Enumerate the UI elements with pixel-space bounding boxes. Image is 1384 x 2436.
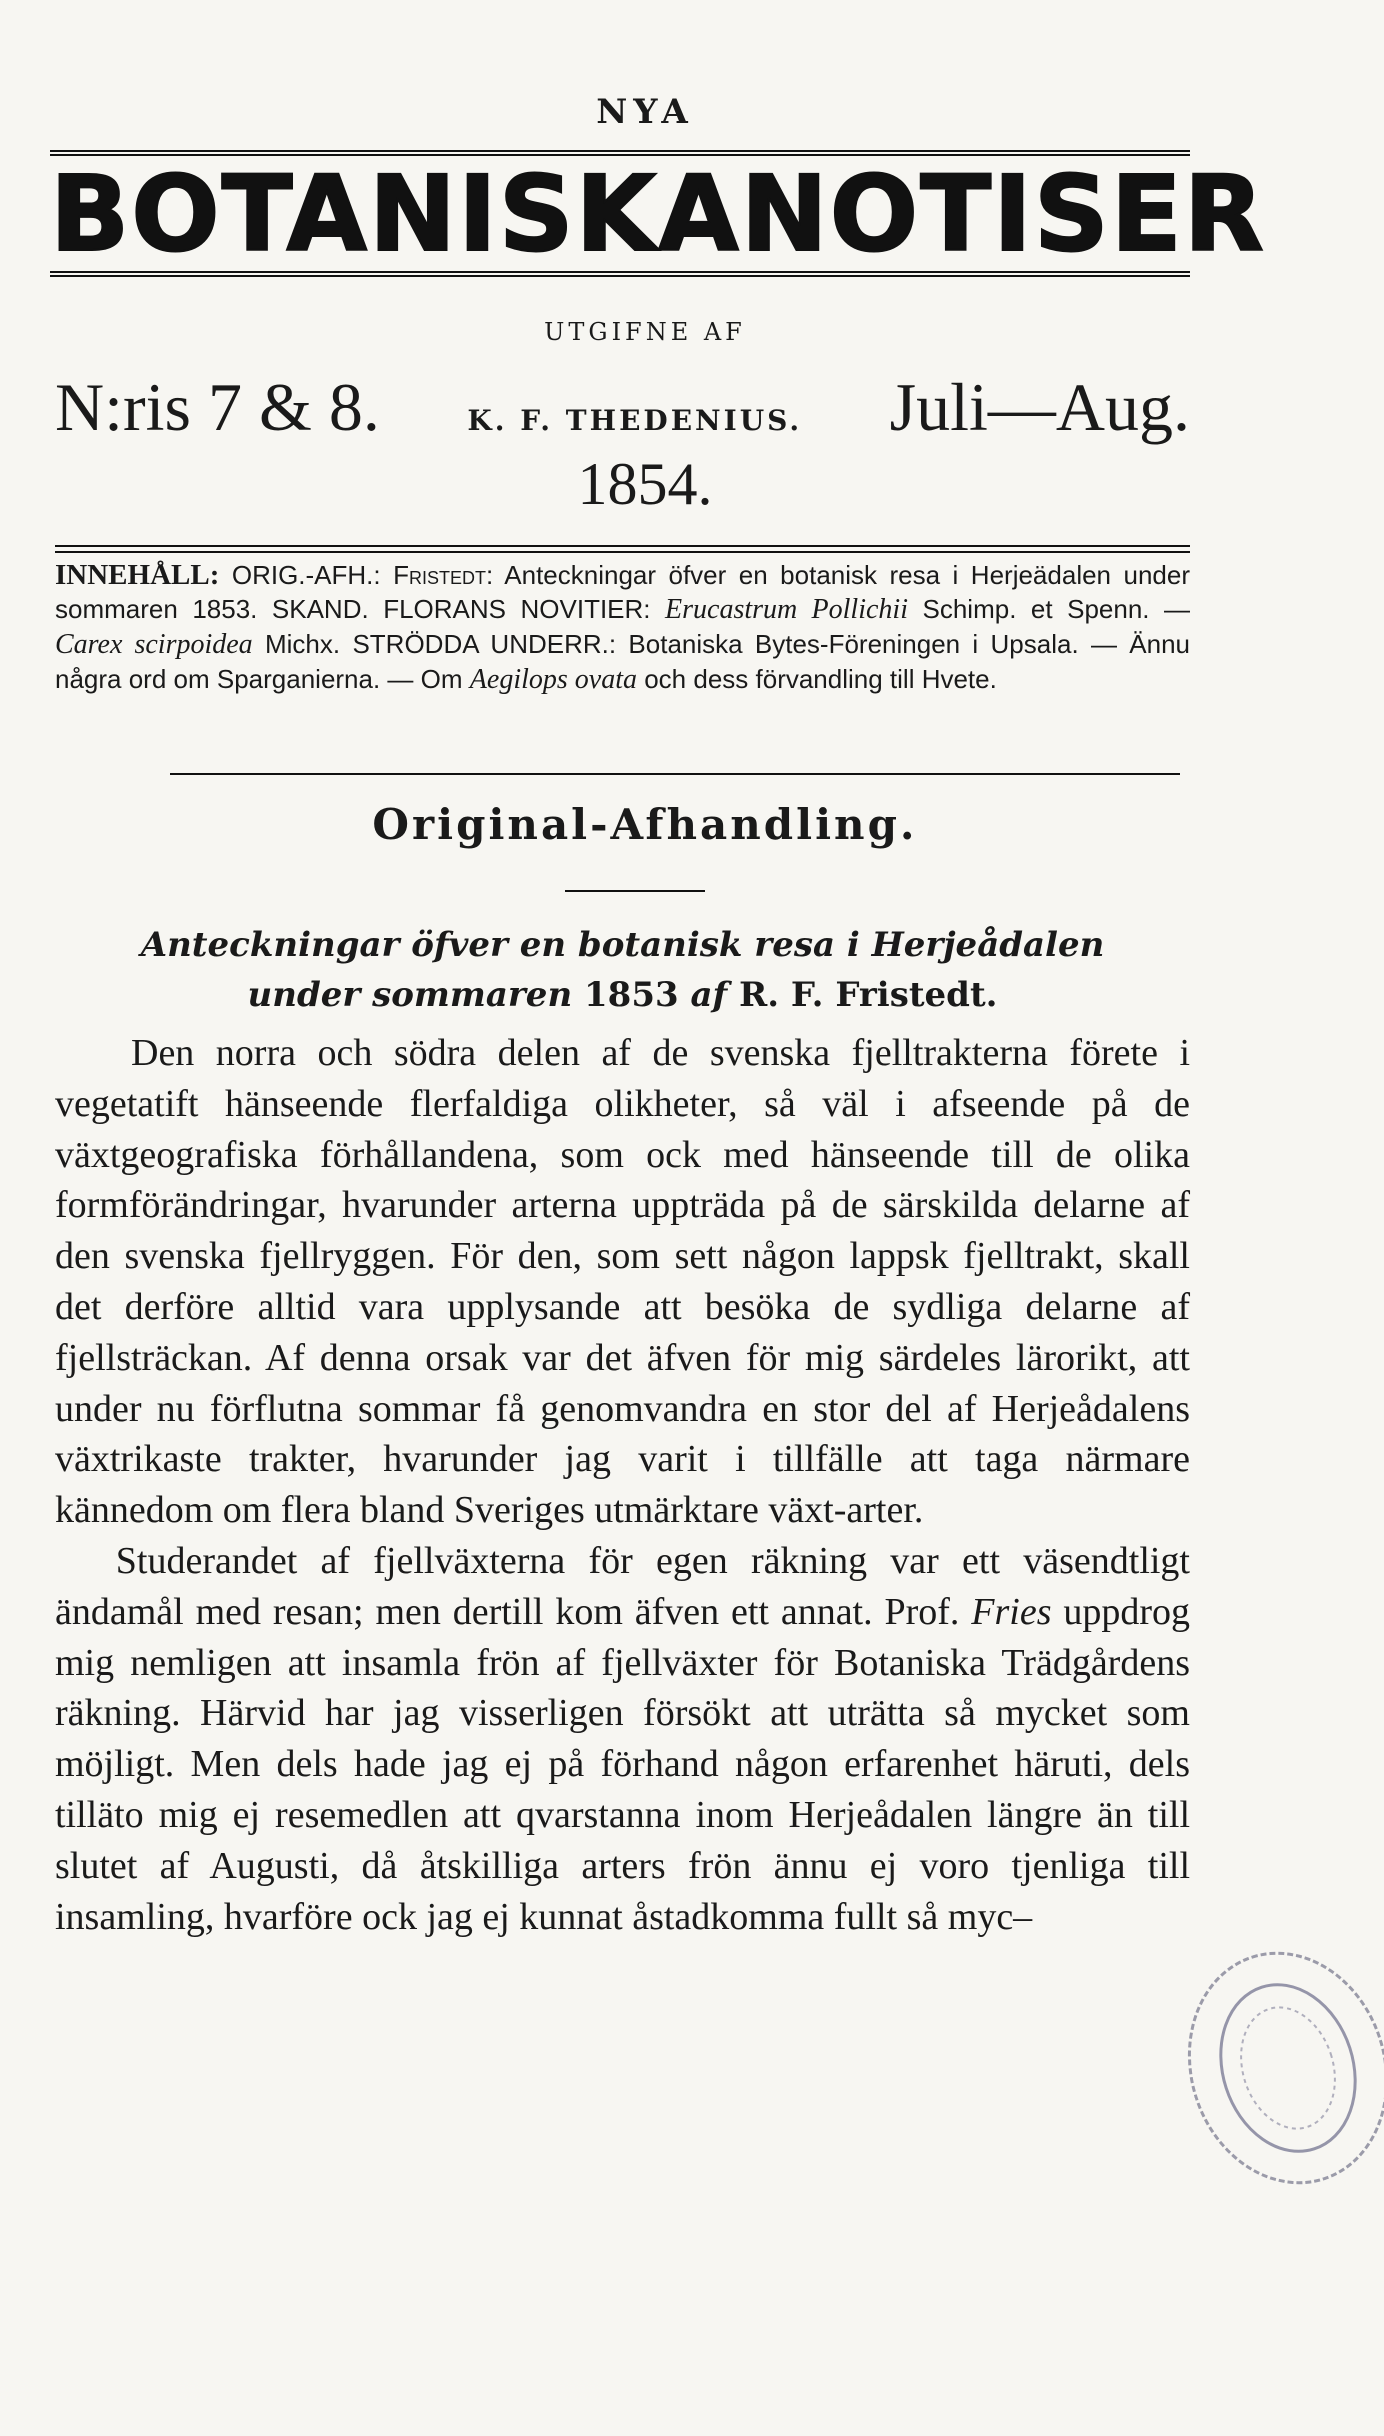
article-body bbox=[55, 1028, 1190, 1942]
orig-label: ORIG.-AFH.: bbox=[231, 560, 381, 590]
contents-carex: Carex scirpoidea bbox=[55, 629, 253, 660]
contents-erucastrum-auth: Schimp. et Spenn. — bbox=[922, 594, 1191, 624]
contents-author: Fristedt: bbox=[393, 560, 494, 590]
paragraph-2-start: Studerandet af fjellväxterna för egen räkning var ett väsendtligt ändamål med resan; men dertill kom äfven ett annat. Prof. bbox=[55, 1539, 1190, 1633]
article-title bbox=[55, 920, 1190, 1020]
issue-year: 1854. bbox=[577, 451, 713, 517]
paragraph-2-fries: Fries bbox=[971, 1590, 1052, 1633]
contents-erucastrum: Erucastrum Pollichii bbox=[665, 594, 908, 625]
contents-carex-auth: Michx. bbox=[265, 629, 341, 659]
contents-line1: Anteckningar öfver en botanisk resa i Herjeädalen under sommaren 1853. bbox=[55, 560, 1190, 624]
paragraph-2 bbox=[55, 1536, 1190, 1942]
article-title-author: R. F. Fristedt. bbox=[739, 975, 998, 1015]
contents-divider bbox=[170, 773, 1180, 775]
contents-aegilops-tail: och dess förvandling till Hvete. bbox=[644, 664, 997, 694]
issue-months: Juli—Aug. bbox=[889, 369, 1190, 445]
paragraph-1: Den norra och södra delen af de svenska fjelltrakterna förete i vegetatift hänseende flerfaldiga olikheter, så väl i afseende på de växtgeografiska förhållandena, som ock med hänseende till de olika formförändringar, hvarunder arterna uppträda på de särskilda delarne af den svenska fjellryggen. För den, som sett någon lappsk fjelltrakt, skall det derföre alltid vara upplysande att besöka de sydliga delarne af fjellsträckan. Af denna orsak var det äfven för mig särdeles lärorikt, att under nu förflutna sommar få genomvandra en stor del af Herjeådalens växtrikaste trakter, hvarunder jag varit i tillfälle att taga närmare kännedom om flera bland Sveriges utmärktare växt-arter. bbox=[55, 1032, 1190, 1532]
masthead-title-left: BOTANISKA bbox=[50, 152, 741, 275]
stamp-seal-icon bbox=[1187, 1954, 1384, 2181]
contents-strodda: STRÖDDA UNDERR.: bbox=[352, 629, 617, 659]
section-title: Original-Afhandling. bbox=[372, 800, 918, 849]
contents-skand: SKAND. FLORANS NOVITIER: bbox=[271, 594, 651, 624]
masthead-title-right: NOTISER bbox=[740, 152, 1266, 275]
contents-label: INNEHÅLL: bbox=[55, 559, 220, 591]
contents-aegilops: Aegilops ovata bbox=[469, 664, 637, 695]
editor-name: K. F. THEDENIUS. bbox=[467, 404, 803, 437]
article-title-year: 1853 bbox=[584, 975, 679, 1015]
masthead-title bbox=[50, 150, 1266, 277]
issue-info-row bbox=[55, 368, 1190, 448]
article-title-line1: Anteckningar öfver en botanisk resa i Herjeådalen bbox=[140, 925, 1105, 965]
article-title-line2 bbox=[55, 970, 1190, 1020]
library-stamp bbox=[1158, 1925, 1384, 2210]
article-title-part-a: under sommaren bbox=[247, 975, 573, 1015]
contents-strodda-text: Botaniska Bytes-Föreningen i Upsala. — Ännu några ord om Sparganierna. — Om bbox=[55, 629, 1190, 694]
header-divider bbox=[55, 545, 1190, 553]
issue-number: N:ris 7 & 8. bbox=[55, 369, 380, 445]
published-by-label: UTGIFNE AF bbox=[544, 318, 746, 346]
masthead-prefix: NYA bbox=[596, 92, 694, 132]
paragraph-2-rest: uppdrog mig nemligen att insamla frön af fjellväxter för Botaniska Trädgårdens räkning. Härvid har jag visserligen försökt att uträtta så mycket som möjligt. Men dels hade jag ej på förhand någon erfarenhet häruti, dels tilläto mig ej resemedlen att qvarstanna inom Herjeådalen längre än till slutet af Augusti, då åtskilliga arters frön ännu ej voro tjenliga till insamling, hvarföre ock jag ej kunnat åstadkomma fullt så myc– bbox=[55, 1590, 1191, 1938]
table-of-contents bbox=[55, 558, 1190, 697]
article-title-af: af bbox=[690, 975, 728, 1015]
section-divider bbox=[565, 890, 705, 892]
